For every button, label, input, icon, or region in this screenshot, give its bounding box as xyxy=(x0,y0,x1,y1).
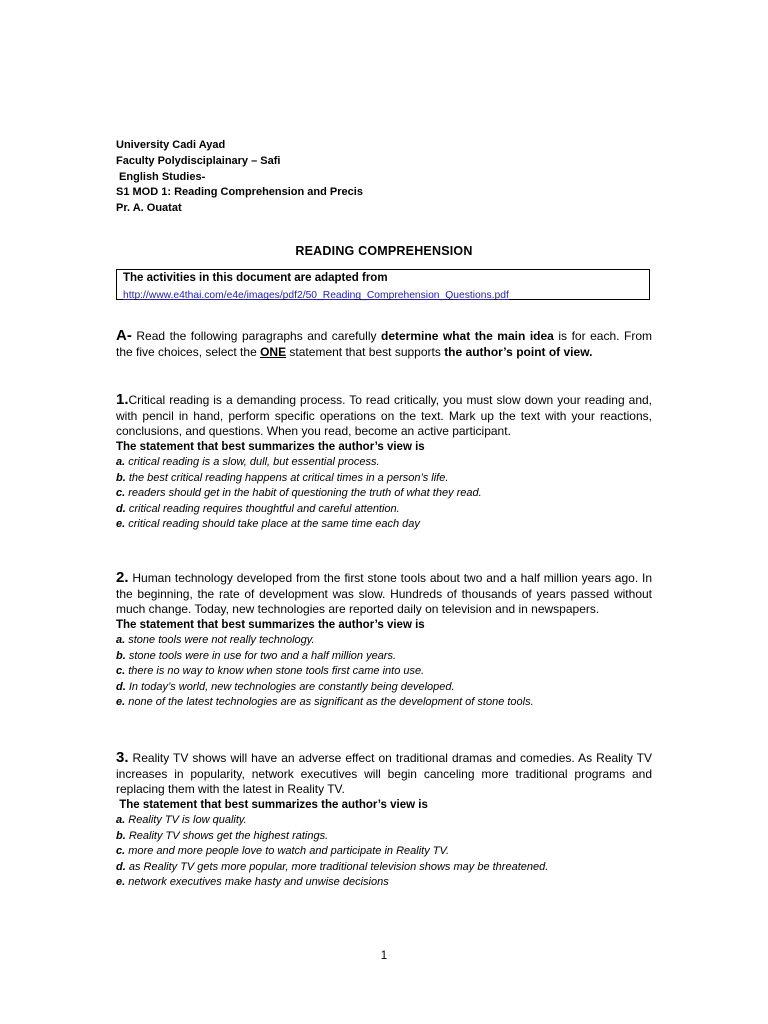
question-3 xyxy=(116,750,652,891)
choice-letter: a. xyxy=(116,456,126,468)
choice-text: network executives make hasty and unwise decisions xyxy=(125,876,389,888)
choice-b xyxy=(116,829,652,845)
question-paragraph xyxy=(116,750,652,798)
question-2 xyxy=(116,570,652,711)
choice-letter: a. xyxy=(116,814,126,826)
document-header xyxy=(116,138,363,217)
instructions-text-1: Read the following paragraphs and carefully xyxy=(131,329,382,343)
source-box xyxy=(116,269,650,300)
instructions-bold-2: the author’s point of view. xyxy=(444,345,593,359)
choice-e xyxy=(116,695,652,711)
choice-letter: e. xyxy=(116,518,126,530)
choice-letter: d. xyxy=(116,502,126,515)
choice-text: stone tools were in use for two and a half million years. xyxy=(125,649,397,662)
choice-b xyxy=(116,471,652,487)
choice-c xyxy=(116,664,652,680)
choice-text: Reality TV is low quality. xyxy=(125,814,247,826)
question-text: Reality TV shows will have an adverse effect on traditional dramas and comedies. As Reality TV increases in popularity, network executives will begin canceling more traditional programs and replacing them with the latest in Reality TV. xyxy=(116,751,652,796)
choice-text: readers should get in the habit of questioning the truth of what they read. xyxy=(125,487,482,499)
choice-text: critical reading should take place at the same time each day xyxy=(125,518,420,530)
choice-text: critical reading requires thoughtful and careful attention. xyxy=(125,502,400,515)
choice-text: In today’s world, new technologies are constantly being developed. xyxy=(125,680,455,693)
choice-text: stone tools were not really technology. xyxy=(125,634,315,646)
header-faculty: Faculty Polydisciplainary – Safi xyxy=(116,154,281,167)
choice-letter: c. xyxy=(116,845,126,857)
instructions-text-3: statement that best supports xyxy=(286,345,445,359)
header-module: S1 MOD 1: Reading Comprehension and Precis xyxy=(116,186,363,199)
choice-c xyxy=(116,486,652,502)
source-label: The activities in this document are adapted from xyxy=(123,272,388,284)
choice-a xyxy=(116,455,652,471)
question-text: Human technology developed from the first stone tools about two and a half million years ago. In the beginning, the rate of development was slow. Hundreds of thousands of years passed without much change. Today, new technologies are reported daily on television and in newspapers. xyxy=(116,571,652,616)
question-prompt: The statement that best summarizes the author’s view is xyxy=(116,798,428,811)
choice-a xyxy=(116,813,652,829)
header-professor: Pr. A. Ouatat xyxy=(116,202,182,215)
choice-text: critical reading is a slow, dull, but essential process. xyxy=(125,456,380,468)
question-1 xyxy=(116,392,652,533)
section-label: A- xyxy=(116,327,132,344)
choice-e xyxy=(116,517,652,533)
question-number: 2. xyxy=(116,569,129,586)
choice-a xyxy=(116,633,652,649)
choice-c xyxy=(116,844,652,860)
choice-b xyxy=(116,649,652,665)
header-department: English Studies- xyxy=(116,170,206,183)
choice-text: none of the latest technologies are as significant as the development of stone tools. xyxy=(125,696,534,708)
instructions xyxy=(116,328,652,360)
question-prompt: The statement that best summarizes the author’s view is xyxy=(116,618,425,631)
choice-letter: b. xyxy=(116,471,126,484)
question-paragraph xyxy=(116,392,652,440)
choice-letter: d. xyxy=(116,680,126,693)
choice-d xyxy=(116,680,652,696)
page-number: 1 xyxy=(380,950,388,962)
header-university: University Cadi Ayad xyxy=(116,139,226,151)
choice-letter: d. xyxy=(116,860,126,873)
choice-letter: e. xyxy=(116,696,126,708)
instructions-text-2: is for each. From the five choices, select the xyxy=(116,329,652,359)
question-number: 3. xyxy=(116,749,129,766)
instructions-bold-1: determine what the main idea xyxy=(381,329,554,343)
instructions-underline: ONE xyxy=(260,345,287,359)
choice-text: as Reality TV gets more popular, more traditional television shows may be threatened. xyxy=(125,860,549,873)
choice-text: more and more people love to watch and participate in Reality TV. xyxy=(125,845,450,857)
question-paragraph xyxy=(116,570,652,618)
choice-d xyxy=(116,860,652,876)
choice-text: there is no way to know when stone tools first came into use. xyxy=(125,665,425,677)
choice-letter: b. xyxy=(116,649,126,662)
source-link[interactable]: http://www.e4thai.com/e4e/images/pdf2/50_Reading_Comprehension_Questions.pdf xyxy=(123,290,509,301)
choice-letter: e. xyxy=(116,876,126,888)
choice-text: the best critical reading happens at critical times in a person’s life. xyxy=(125,471,449,484)
choice-letter: c. xyxy=(116,665,126,677)
question-number: 1. xyxy=(116,391,129,408)
choice-letter: a. xyxy=(116,634,126,646)
choice-text: Reality TV shows get the highest ratings. xyxy=(125,829,329,842)
question-text: Critical reading is a demanding process. To read critically, you must slow down your reading and, with pencil in hand, perform specific operations on the text. Mark up the text with your reactions, conclusions, and questions. When you read, become an active participant. xyxy=(116,393,652,438)
question-prompt: The statement that best summarizes the author’s view is xyxy=(116,440,425,453)
page-title: READING COMPREHENSION xyxy=(295,244,473,258)
choice-letter: c. xyxy=(116,487,126,499)
choice-d xyxy=(116,502,652,518)
choice-letter: b. xyxy=(116,829,126,842)
choice-e xyxy=(116,875,652,891)
